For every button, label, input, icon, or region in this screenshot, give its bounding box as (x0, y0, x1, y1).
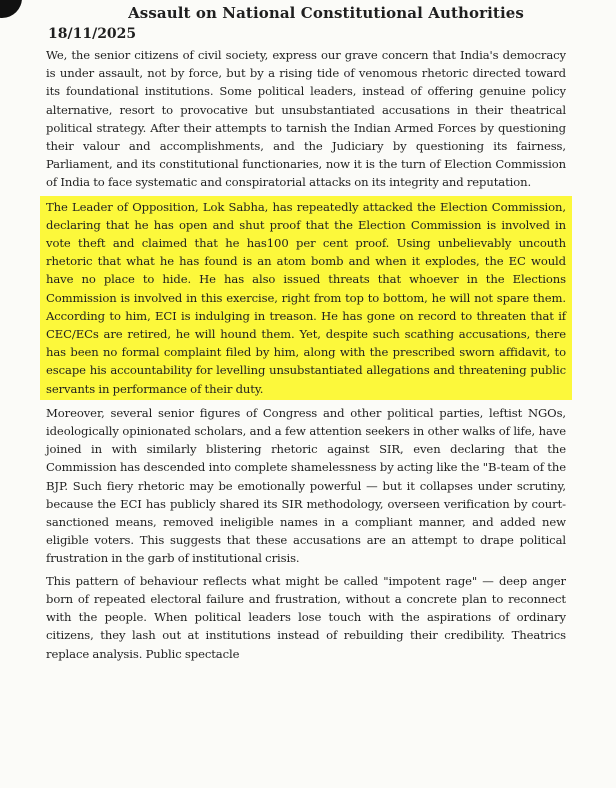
paragraph-highlighted: The Leader of Opposition, Lok Sabha, has repeatedly attacked the Election Commission, declaring that he has open and shut proof that the Election Commission is involved in vote theft and claimed that he has100 per cent proof. Using unbelievably uncouth rhetoric that what he has found is an atom bomb and when it explodes, the EC would have no place to hide. He has also issued threats that whoever in the Elections Commission is involved in this exercise, right from top to bottom, he will not spare them. According to him, ECI is indulging in treason. He has gone on record to threaten that if CEC/ECs are retired, he will hound them. Yet, despite such scathing accusations, there has been no formal complaint filed by him, along with the prescribed sworn affidavit, to escape his accountability for levelling unsubstantiated allegations and threatening public servants in performance of their duty. (40, 196, 572, 400)
paragraph-intro: We, the senior citizens of civil society, express our grave concern that India's democracy is under assault, not by force, but by a rising tide of venomous rhetoric directed toward its foundational institutions. Some political leaders, instead of offering genuine policy alternative, resort to provocative but unsubstantiated accusations in their theatrical political strategy. After their attempts to tarnish the Indian Armed Forces by questioning their valour and accomplishments, and the Judiciary by questioning its fairness, Parliament, and its constitutional functionaries, now it is the turn of Election Commission of India to face systematic and conspiratorial attacks on its integrity and reputation. (46, 48, 566, 190)
document-title: Assault on National Constitutional Authorities (128, 4, 524, 22)
paragraph-moreover: Moreover, several senior figures of Congress and other political parties, leftist NGOs, ideologically opinionated scholars, and a few attention seekers in other walks of life, have joined in with similarly blistering rhetoric against SIR, even declaring that the Commission has descended into complete shamelessness by acting like the "B-team of the BJP. Such fiery rhetoric may be emotionally powerful — but it collapses under scrutiny, because the ECI has publicly shared its SIR methodology, overseen verification by court-sanctioned means, removed ineligible names in a compliant manner, and added new eligible voters. This suggests that these accusations are an attempt to drape political frustration in the garb of institutional crisis. (46, 405, 566, 566)
corner-shadow (0, 0, 22, 18)
document-date: 18/11/2025 (48, 26, 137, 42)
paragraph-impotent-rage: This pattern of behaviour reflects what might be called "impotent rage" — deep anger born of repeated electoral failure and frustration, without a concrete plan to reconnect with the people. When political leaders lose touch with the aspirations of ordinary citizens, they lash out at institutions instead of rebuilding their credibility. Theatrics replace analysis. Public spectacle (46, 573, 566, 661)
document-body (46, 4, 566, 704)
